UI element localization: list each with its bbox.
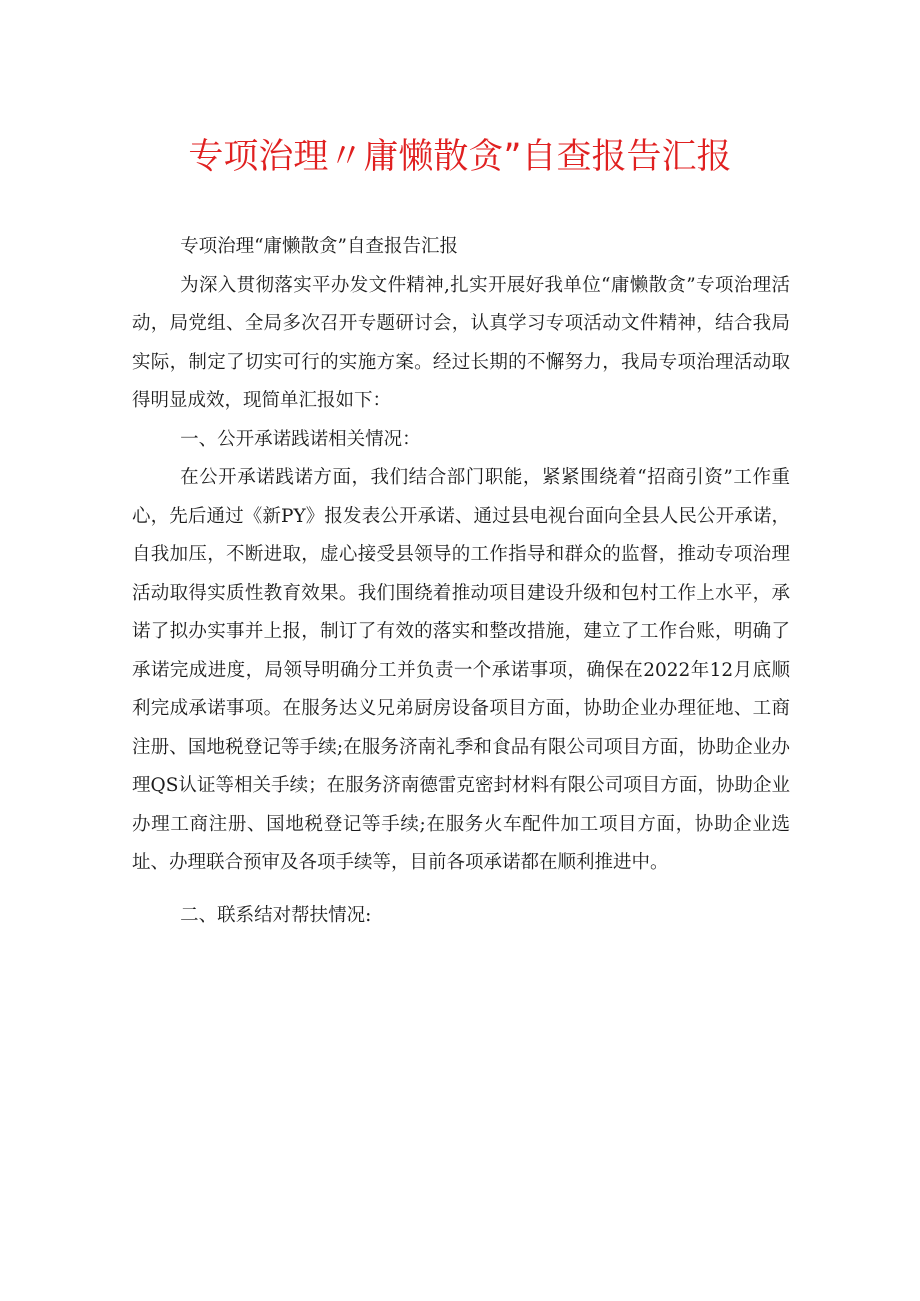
intro-paragraph: 为深入贯彻落实平办发文件精神,扎实开展好我单位“庸懒散贪”专项治理活动，局党组、全局多次召开专题研讨会，认真学习专项活动文件精神，结合我局实际，制定了切实可行的实施方案。经过长期的不懈努力，我局专项治理活动取得明显成效，现简单汇报如下：	[132, 274, 790, 411]
document-body	[132, 228, 790, 935]
section-heading-2: 二、联系结对帮扶情况:	[180, 904, 372, 926]
section-heading-1: 一、公开承诺践诺相关情况：	[180, 428, 421, 450]
document-subtitle: 专项治理“庸懒散贪”自查报告汇报	[180, 236, 459, 257]
section-body-1: 在公开承诺践诺方面，我们结合部门职能，紧紧围绕着“招商引资”工作重心，先后通过《新PY》报发表公开承诺、通过县电视台面向全县人民公开承诺，自我加压，不断进取，虚心接受县领导的工作指导和群众的监督，推动专项治理活动取得实质性教育效果。我们围绕着推动项目建设升级和包村工作上水平，承诺了拟办实事并上报，制订了有效的落实和整改措施，建立了工作台账，明确了承诺完成进度，局领导明确分工并负责一个承诺事项，确保在2022年12月底顺利完成承诺事项。在服务达义兄弟厨房设备项目方面，协助企业办理征地、工商注册、国地税登记等手续;在服务济南礼季和食品有限公司项目方面，协助企业办理QS认证等相关手续；在服务济南德雷克密封材料有限公司项目方面，协助企业办理工商注册、国地税登记等手续;在服务火车配件加工项目方面，协助企业选址、办理联合预审及各项手续等，目前各项承诺都在顺利推进中。	[132, 467, 790, 873]
document-title: 专项治理〃庸懒散贪”自查报告汇报	[188, 137, 732, 177]
